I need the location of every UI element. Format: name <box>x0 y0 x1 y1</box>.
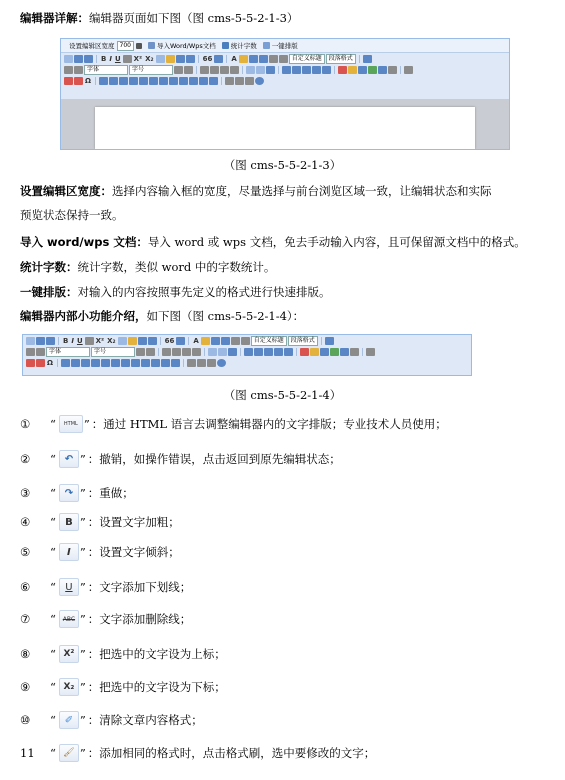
one-click-format-button[interactable] <box>263 41 298 50</box>
horizontal-rule-icon[interactable] <box>404 66 413 74</box>
import-word-button[interactable] <box>148 41 216 50</box>
undo-icon[interactable] <box>36 337 45 345</box>
code-icon[interactable] <box>388 66 397 74</box>
undo-icon[interactable] <box>74 55 83 63</box>
redo-icon[interactable] <box>46 337 55 345</box>
item-text: ：清除文章内容格式； <box>87 713 203 727</box>
bold-icon[interactable]: B <box>63 336 69 345</box>
subscript-icon[interactable]: X₂ <box>145 54 154 63</box>
close-quote: ” <box>79 680 86 694</box>
underline-icon: U <box>59 578 79 596</box>
strike-icon[interactable] <box>85 337 94 345</box>
table-prop-icon[interactable] <box>179 77 188 85</box>
feature-item-underline <box>20 578 191 596</box>
intro-line <box>20 10 553 26</box>
ltr-icon[interactable] <box>136 348 145 356</box>
ul-icon[interactable] <box>221 337 230 345</box>
toolbar-row-1 <box>61 53 509 64</box>
item-number: ⑧ <box>20 647 31 661</box>
open-quote: “ <box>50 417 56 431</box>
close-quote: ” <box>79 612 86 626</box>
font-color-icon[interactable]: A <box>193 336 199 345</box>
superscript-icon: X² <box>59 645 79 663</box>
chevron-down-icon <box>136 43 142 49</box>
list-icon[interactable] <box>214 55 223 63</box>
split-icon[interactable] <box>121 359 130 367</box>
import-icon <box>148 42 155 49</box>
date-icon[interactable] <box>64 77 73 85</box>
close-quote: ” <box>79 515 86 529</box>
toolbar2-row-3 <box>23 357 471 368</box>
open-quote: “ <box>50 486 56 500</box>
toolbar-row-2 <box>61 64 509 75</box>
highlight-icon[interactable] <box>239 55 248 63</box>
item-number: ④ <box>20 515 31 529</box>
html-icon[interactable] <box>26 337 35 345</box>
insert-col-icon[interactable] <box>91 359 100 367</box>
line-spacing-icon[interactable] <box>325 337 334 345</box>
para-width-cont: 预览状态保持一致。 <box>20 208 124 222</box>
para-format-label: 一键排版： <box>20 285 78 299</box>
paragraph-format-select[interactable]: 段落格式 <box>288 336 318 346</box>
image-icon[interactable] <box>244 348 253 356</box>
font-color-icon[interactable]: A <box>231 54 237 63</box>
clear-icon[interactable] <box>186 55 195 63</box>
para-count-text: 统计字数，类似 word 中的字数统计。 <box>77 260 276 274</box>
delete-col-icon[interactable] <box>101 359 110 367</box>
line-spacing-icon[interactable] <box>363 55 372 63</box>
open-quote: “ <box>50 515 56 529</box>
insert-row-icon[interactable] <box>109 77 118 85</box>
redo-icon[interactable] <box>84 55 93 63</box>
eraser-icon[interactable] <box>118 337 127 345</box>
bold-icon: B <box>59 513 79 531</box>
align-right-icon[interactable] <box>182 348 191 356</box>
close-quote: ” <box>79 452 86 466</box>
caption-1: （图 cms-5-5-2-1-3） <box>223 158 342 172</box>
para-inner <box>20 308 553 324</box>
item-number: ① <box>20 417 31 431</box>
delete-row-icon[interactable] <box>119 77 128 85</box>
item-text: ：设置文字倾斜； <box>87 545 180 559</box>
format-brush-icon[interactable] <box>166 55 175 63</box>
anchor-icon[interactable] <box>228 348 237 356</box>
count-label: 统计字数 <box>230 42 257 50</box>
count-words-button[interactable] <box>222 41 257 50</box>
search-replace-icon[interactable] <box>245 77 254 85</box>
item-text: ：文字添加下划线； <box>87 580 192 594</box>
para-inner-label: 编辑器内部小功能介绍， <box>20 309 147 323</box>
quote-icon[interactable]: 66 <box>202 54 213 63</box>
para-format-text: 对输入的内容按照事先定义的格式进行快速排版。 <box>77 285 331 299</box>
underline-icon[interactable]: U <box>76 336 83 345</box>
undo-icon: ↶ <box>59 450 79 468</box>
format-brush-icon[interactable] <box>128 337 137 345</box>
close-quote: ” <box>79 647 86 661</box>
ltr-icon[interactable] <box>174 66 183 74</box>
insert-row-icon[interactable] <box>71 359 80 367</box>
map-icon[interactable] <box>330 348 339 356</box>
bold-icon[interactable]: B <box>101 54 107 63</box>
attachment-icon[interactable] <box>378 66 387 74</box>
search-replace-icon[interactable] <box>207 359 216 367</box>
align-center-icon[interactable] <box>210 66 219 74</box>
open-quote: “ <box>50 746 56 760</box>
item-text: ：通过 HTML 语言去调整编辑器内的文字排版；专业技术人员使用； <box>91 417 447 431</box>
html-icon[interactable] <box>64 55 73 63</box>
clear-icon[interactable] <box>148 337 157 345</box>
table-icon[interactable] <box>61 359 70 367</box>
feature-item-subscript <box>20 678 226 696</box>
custom-title-select[interactable]: 自定义标题 <box>289 54 325 64</box>
image-right-icon[interactable] <box>312 66 321 74</box>
special-char-icon[interactable]: Ω <box>47 358 53 367</box>
para-inner-text: 如下图（图 cms-5-5-2-1-4）： <box>146 309 305 323</box>
strikethrough-icon: ABC <box>59 610 79 628</box>
align-left-icon[interactable] <box>200 66 209 74</box>
para-width-label: 设置编辑区宽度： <box>20 184 112 198</box>
paragraph-format-select[interactable]: 段落格式 <box>326 54 356 64</box>
rtl-icon[interactable] <box>184 66 193 74</box>
attachment-icon[interactable] <box>340 348 349 356</box>
align-right-icon[interactable] <box>220 66 229 74</box>
highlight-icon[interactable] <box>201 337 210 345</box>
close-quote: ” <box>79 713 86 727</box>
custom-title-select[interactable]: 自定义标题 <box>251 336 287 346</box>
font-select[interactable]: 字体 <box>84 65 128 75</box>
video-icon[interactable] <box>358 66 367 74</box>
merge-icon[interactable] <box>111 359 120 367</box>
item-number: ⑤ <box>20 545 31 559</box>
split-icon[interactable] <box>159 77 168 85</box>
format-brush-icon: 🖌 <box>59 744 79 762</box>
indent-icon[interactable] <box>64 66 73 74</box>
anchor-icon[interactable] <box>266 66 275 74</box>
image-icon[interactable] <box>282 66 291 74</box>
indent-icon[interactable] <box>26 348 35 356</box>
horizontal-rule-icon[interactable] <box>366 348 375 356</box>
para-import-label: 导入 word/wps 文档： <box>20 235 148 249</box>
image-left-icon[interactable] <box>302 66 311 74</box>
item-number: 11 <box>20 746 35 760</box>
feature-item-redo <box>20 484 134 502</box>
image-float-icon[interactable] <box>292 66 301 74</box>
font-select[interactable]: 字体 <box>46 347 90 357</box>
close-quote: ” <box>79 545 86 559</box>
para-import-text: 导入 word 或 wps 文档，免去手动输入内容，且可保留源文档中的格式。 <box>147 235 526 249</box>
item-text: ：重做； <box>87 486 134 500</box>
item-text: ：设置文字加粗； <box>87 515 180 529</box>
italic-icon[interactable]: I <box>109 54 112 63</box>
item-number: ⑩ <box>20 713 31 727</box>
time-icon[interactable] <box>36 359 45 367</box>
link-icon[interactable] <box>246 66 255 74</box>
split-rows-icon[interactable] <box>161 359 170 367</box>
map-icon[interactable] <box>368 66 377 74</box>
italic-icon: I <box>59 543 79 561</box>
editor-content-area <box>61 99 509 149</box>
toolbar2-row-1 <box>23 335 471 346</box>
close-quote: ” <box>79 746 86 760</box>
item-number: ⑨ <box>20 680 31 694</box>
date-icon[interactable] <box>26 359 35 367</box>
eraser-icon[interactable] <box>156 55 165 63</box>
table-prop-icon[interactable] <box>141 359 150 367</box>
ol-icon[interactable] <box>211 337 220 345</box>
close-quote: ” <box>79 580 86 594</box>
format-icon <box>263 42 270 49</box>
open-quote: “ <box>50 647 56 661</box>
toolbar-row-3 <box>61 75 509 86</box>
close-quote: ” <box>83 417 90 431</box>
print-icon[interactable] <box>225 77 234 85</box>
width-setting[interactable] <box>69 41 142 51</box>
align-left-icon[interactable] <box>162 348 171 356</box>
image-right-icon[interactable] <box>274 348 283 356</box>
open-quote: “ <box>50 713 56 727</box>
ul-icon[interactable] <box>259 55 268 63</box>
quote-icon[interactable]: 66 <box>164 336 175 345</box>
rtl-icon[interactable] <box>146 348 155 356</box>
para-count <box>20 259 553 275</box>
emotion-icon[interactable] <box>348 66 357 74</box>
subscript-icon: X₂ <box>59 678 79 696</box>
format-label: 一键排版 <box>271 42 298 50</box>
size-select[interactable]: 字号 <box>129 65 173 75</box>
emotion-icon[interactable] <box>310 348 319 356</box>
open-quote: “ <box>50 580 56 594</box>
video-icon[interactable] <box>320 348 329 356</box>
align-center-icon[interactable] <box>172 348 181 356</box>
merge-icon[interactable] <box>149 77 158 85</box>
spacing-icon[interactable] <box>74 66 83 74</box>
feature-item-undo <box>20 450 341 468</box>
preview-icon[interactable] <box>197 359 206 367</box>
open-quote: “ <box>50 612 56 626</box>
html-icon: HTML <box>59 415 83 433</box>
para-import <box>20 234 553 250</box>
page-icon[interactable] <box>231 337 240 345</box>
editor-toolbar-screenshot-2 <box>22 334 472 376</box>
item-text: ：把选中的文字设为上标； <box>87 647 226 661</box>
italic-icon[interactable]: I <box>71 336 74 345</box>
delete-row-icon[interactable] <box>81 359 90 367</box>
image-float-icon[interactable] <box>254 348 263 356</box>
code-icon[interactable] <box>350 348 359 356</box>
spacing-icon[interactable] <box>36 348 45 356</box>
list-icon[interactable] <box>176 337 185 345</box>
para-count-label: 统计字数： <box>20 260 78 274</box>
unlink-icon[interactable] <box>256 66 265 74</box>
item-text: ：文字添加删除线； <box>87 612 192 626</box>
intro-text: 编辑器页面如下图（图 cms-5-5-2-1-3） <box>89 11 299 25</box>
import-label: 导入Word/Wps文档 <box>156 42 216 50</box>
time-icon[interactable] <box>74 77 83 85</box>
justify-icon[interactable] <box>230 66 239 74</box>
item-number: ② <box>20 452 31 466</box>
doc-icon[interactable] <box>241 337 250 345</box>
para-width-text: 选择内容输入框的宽度，尽量选择与前台浏览区域一致，让编辑状态和实际 <box>112 184 492 198</box>
cell-icon[interactable] <box>169 77 178 85</box>
redo-icon: ↷ <box>59 484 79 502</box>
page-icon[interactable] <box>269 55 278 63</box>
feature-item-strikethrough <box>20 610 191 628</box>
item-number: ③ <box>20 486 31 500</box>
para-format <box>20 284 553 300</box>
help-icon[interactable] <box>255 77 264 85</box>
feature-item-format-brush <box>20 744 375 762</box>
split-cols-icon[interactable] <box>209 77 218 85</box>
intro-label: 编辑器详解： <box>20 11 89 25</box>
image-left-icon[interactable] <box>264 348 273 356</box>
width-label: 设置编辑区宽度 <box>69 42 115 50</box>
toolbar2-row-2 <box>23 346 471 357</box>
cell-prop-icon[interactable] <box>151 359 160 367</box>
open-quote: “ <box>50 545 56 559</box>
para-width <box>20 183 553 199</box>
item-number: ⑦ <box>20 612 31 626</box>
clear-format-icon: ✐ <box>59 711 79 729</box>
feature-item-clear-format <box>20 711 203 729</box>
cell-icon[interactable] <box>131 359 140 367</box>
justify-icon[interactable] <box>192 348 201 356</box>
strike-icon[interactable] <box>123 55 132 63</box>
print-icon[interactable] <box>187 359 196 367</box>
size-select[interactable]: 字号 <box>91 347 135 357</box>
delete-col-icon[interactable] <box>139 77 148 85</box>
item-text: ：添加相同的格式时，点击格式刷，选中要修改的文字； <box>87 746 376 760</box>
split-cols-icon[interactable] <box>171 359 180 367</box>
subscript-icon[interactable]: X₂ <box>107 336 116 345</box>
insert-image-icon[interactable] <box>300 348 309 356</box>
image-center-icon[interactable] <box>284 348 293 356</box>
item-text: ：撤销，如操作错误，点击返回到原先编辑状态； <box>87 452 341 466</box>
unlink-icon[interactable] <box>218 348 227 356</box>
caption-2: （图 cms-5-5-2-1-4） <box>223 388 342 402</box>
editor-screenshot-1 <box>60 38 510 150</box>
item-number: ⑥ <box>20 580 31 594</box>
editor-topbar <box>61 39 509 53</box>
feature-item-bold <box>20 513 180 531</box>
doc-icon[interactable] <box>279 55 288 63</box>
insert-image-icon[interactable] <box>338 66 347 74</box>
open-quote: “ <box>50 680 56 694</box>
ol-icon[interactable] <box>249 55 258 63</box>
cell-prop-icon[interactable] <box>189 77 198 85</box>
help-icon[interactable] <box>217 359 226 367</box>
item-text: ：把选中的文字设为下标； <box>87 680 226 694</box>
superscript-icon[interactable]: X² <box>95 336 105 345</box>
select-all-icon[interactable] <box>176 55 185 63</box>
editor-paper[interactable] <box>95 107 475 149</box>
feature-item-html <box>20 415 447 433</box>
underline-icon[interactable]: U <box>114 54 121 63</box>
feature-item-italic <box>20 543 180 561</box>
table-icon[interactable] <box>99 77 108 85</box>
link-icon[interactable] <box>208 348 217 356</box>
special-char-icon[interactable]: Ω <box>85 76 91 85</box>
split-rows-icon[interactable] <box>199 77 208 85</box>
image-center-icon[interactable] <box>322 66 331 74</box>
preview-icon[interactable] <box>235 77 244 85</box>
open-quote: “ <box>50 452 56 466</box>
select-all-icon[interactable] <box>138 337 147 345</box>
count-icon <box>222 42 229 49</box>
width-select[interactable]: 700 <box>117 41 134 51</box>
insert-col-icon[interactable] <box>129 77 138 85</box>
superscript-icon[interactable]: X² <box>133 54 143 63</box>
feature-item-superscript <box>20 645 226 663</box>
close-quote: ” <box>79 486 86 500</box>
